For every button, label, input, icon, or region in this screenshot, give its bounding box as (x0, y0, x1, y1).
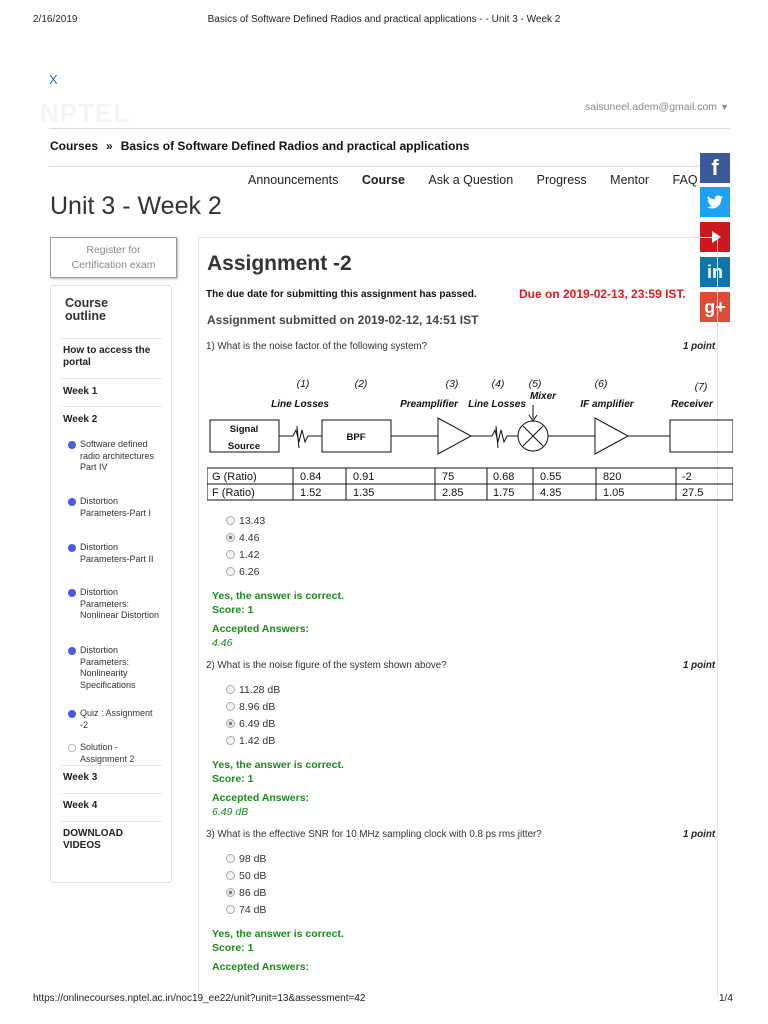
stage-number: (7) (694, 381, 708, 393)
stage-number: (1) (296, 378, 310, 390)
due-date: Due on 2019-02-13, 23:59 IST. (519, 287, 686, 301)
status-dot-icon (68, 744, 76, 752)
question-score: Score: 1 (212, 942, 254, 954)
answer-feedback: Yes, the answer is correct. (212, 759, 344, 771)
question-score: Score: 1 (212, 773, 254, 785)
question-points: 1 point (683, 341, 716, 352)
table-cell: 1.75 (493, 487, 515, 499)
print-footer (0, 993, 768, 1007)
register-line2: Certification exam (71, 259, 156, 271)
breadcrumb-course[interactable]: Basics of Software Defined Radios and practical applications (120, 139, 470, 153)
twitter-icon[interactable] (700, 187, 730, 217)
google-plus-icon[interactable]: g+ (700, 292, 730, 322)
answer-option[interactable]: 6.26 (226, 566, 259, 578)
answer-option[interactable]: 8.96 dB (226, 701, 275, 713)
radio-button[interactable] (226, 905, 235, 914)
divider (49, 128, 731, 129)
sidebar-title: Course outline (65, 296, 109, 323)
radio-button[interactable] (226, 685, 235, 694)
answer-option[interactable]: 74 dB (226, 904, 266, 916)
answer-option[interactable]: 86 dB (226, 887, 266, 899)
breadcrumb-separator: » (106, 139, 113, 153)
answer-feedback: Yes, the answer is correct. (212, 590, 344, 602)
submission-status: Assignment submitted on 2019-02-12, 14:51 IST (207, 313, 479, 327)
accepted-answer: 4.46 (212, 637, 233, 649)
table-cell: 0.91 (353, 471, 375, 483)
twitter-bird-icon (700, 187, 730, 217)
answer-option[interactable]: 1.42 (226, 549, 259, 561)
divider (61, 765, 162, 766)
stage-number: (3) (445, 378, 459, 390)
sidebar-subitem[interactable]: Distortion Parameters-Part I (68, 496, 160, 519)
question-points: 1 point (683, 660, 716, 671)
stage-number: (5) (528, 378, 542, 390)
course-nav (248, 173, 718, 187)
radio-button-selected[interactable] (226, 719, 235, 728)
divider (61, 378, 162, 379)
status-dot-icon (68, 647, 76, 655)
accepted-answers-label: Accepted Answers: (212, 961, 310, 973)
status-dot-icon (68, 710, 76, 718)
table-cell: 0.68 (493, 471, 515, 483)
answer-option[interactable]: 6.49 dB (226, 718, 275, 730)
nav-ask-question[interactable]: Ask a Question (428, 173, 514, 187)
sidebar-subitem[interactable]: Solution - Assignment 2 (68, 742, 160, 765)
register-certification-button[interactable] (50, 237, 177, 278)
print-title: Basics of Software Defined Radios and practical applications - - Unit 3 - Week 2 (207, 14, 561, 25)
table-cell: 27.5 (682, 487, 704, 499)
accepted-answer: 6.49 dB (212, 806, 249, 818)
answer-option[interactable]: 11.28 dB (226, 684, 280, 696)
breadcrumb (50, 139, 469, 153)
table-cell: 75 (442, 471, 455, 483)
stage-label: Receiver (671, 399, 713, 410)
stage-label: IF amplifier (580, 399, 634, 410)
stage-label: Line Losses (468, 399, 526, 410)
breadcrumb-courses[interactable]: Courses (50, 139, 99, 153)
table-cell: 0.84 (300, 471, 322, 483)
question-text: 3) What is the effective SNR for 10 MHz sampling clock with 0.8 ps rms jitter? (206, 829, 542, 840)
table-cell: 2.85 (442, 487, 464, 499)
accepted-answers-label: Accepted Answers: (212, 792, 310, 804)
sidebar-item-download-videos[interactable]: DOWNLOAD VIDEOS (63, 828, 123, 851)
sidebar-subitem[interactable]: Quiz : Assignment -2 (68, 708, 160, 731)
signal-source-label: Signal (229, 424, 259, 435)
divider (61, 406, 162, 407)
status-dot-icon (68, 441, 76, 449)
answer-option[interactable]: 13.43 (226, 515, 265, 527)
status-dot-icon (68, 498, 76, 506)
bpf-label: BPF (346, 432, 366, 443)
nav-faq[interactable]: FAQ (672, 173, 698, 187)
radio-button[interactable] (226, 736, 235, 745)
sidebar-item-week1[interactable]: Week 1 (63, 386, 98, 397)
radio-button[interactable] (226, 702, 235, 711)
stage-label: Mixer (529, 391, 557, 402)
sidebar-item-week2[interactable]: Week 2 (63, 414, 98, 425)
radio-button-selected[interactable] (226, 888, 235, 897)
signal-source-label: Source (227, 441, 261, 452)
chevron-down-icon: ▼ (720, 102, 729, 112)
status-dot-icon (68, 544, 76, 552)
table-cell: -2 (682, 471, 692, 483)
answer-feedback: Yes, the answer is correct. (212, 928, 344, 940)
sidebar-item-week3[interactable]: Week 3 (63, 772, 98, 783)
divider (61, 821, 162, 822)
divider (61, 793, 162, 794)
nav-progress[interactable]: Progress (536, 173, 587, 187)
table-cell: 820 (603, 471, 622, 483)
nav-mentor[interactable]: Mentor (610, 173, 650, 187)
sidebar-subitem[interactable]: Distortion Parameters-Part II (68, 542, 160, 565)
table-cell: 4.35 (540, 487, 562, 499)
stage-number: (6) (594, 378, 608, 390)
radio-button[interactable] (226, 550, 235, 559)
close-icon[interactable]: X (49, 72, 58, 87)
assignment-title: Assignment -2 (207, 252, 352, 275)
stage-label: Line Losses (271, 399, 329, 410)
radio-button[interactable] (226, 567, 235, 576)
facebook-icon[interactable]: f (700, 153, 730, 183)
linkedin-icon[interactable]: in (700, 257, 730, 287)
sidebar-item-how-to-access[interactable]: How to access the portal (63, 345, 151, 368)
nav-announcements[interactable]: Announcements (248, 173, 339, 187)
answer-option[interactable]: 4.46 (226, 532, 259, 544)
radio-button[interactable] (226, 854, 235, 863)
radio-button[interactable] (226, 516, 235, 525)
table-row-label: F (Ratio) (212, 487, 255, 499)
question-points: 1 point (683, 829, 716, 840)
radio-button[interactable] (226, 871, 235, 880)
question-score: Score: 1 (212, 604, 254, 616)
sidebar-subitem[interactable]: Software defined radio architectures Part IV (68, 439, 160, 474)
due-passed-notice: The due date for submitting this assignment has passed. (206, 289, 477, 300)
divider (49, 166, 731, 167)
stage-number: (2) (354, 378, 368, 390)
sidebar-item-week4[interactable]: Week 4 (63, 800, 98, 811)
print-url: https://onlinecourses.nptel.ac.in/noc19_ee22/unit?unit=13&assessment=42 (33, 993, 366, 1004)
user-menu[interactable] (585, 101, 729, 113)
table-cell: 1.52 (300, 487, 322, 499)
table-cell: 1.35 (353, 487, 375, 499)
status-dot-icon (68, 589, 76, 597)
nptel-logo: NPTEL (40, 98, 131, 128)
stage-number: (4) (491, 378, 505, 390)
answer-option[interactable]: 1.42 dB (226, 735, 275, 747)
accepted-answers-label: Accepted Answers: (212, 623, 310, 635)
question-text: 2) What is the noise figure of the system shown above? (206, 660, 447, 671)
register-line1: Register for (86, 244, 141, 256)
sidebar-subitem[interactable]: Distortion Parameters: Nonlinear Distortion (68, 587, 160, 622)
course-outline-sidebar (50, 285, 172, 883)
page-title: Unit 3 - Week 2 (50, 192, 222, 220)
question-text: 1) What is the noise factor of the following system? (206, 341, 428, 352)
page-number: 1/4 (719, 993, 733, 1004)
answer-option[interactable]: 50 dB (226, 870, 266, 882)
answer-option[interactable]: 98 dB (226, 853, 266, 865)
table-cell: 1.05 (603, 487, 625, 499)
divider (61, 338, 162, 339)
sidebar-subitem[interactable]: Distortion Parameters: Nonlinearity Specifications (68, 645, 160, 691)
system-block-diagram (207, 372, 733, 504)
table-cell: 0.55 (540, 471, 562, 483)
stage-label: Preamplifier (400, 399, 458, 410)
table-row-label: G (Ratio) (212, 471, 257, 483)
nav-course[interactable]: Course (361, 173, 405, 187)
print-header (0, 14, 768, 28)
radio-button-selected[interactable] (226, 533, 235, 542)
print-date: 2/16/2019 (33, 14, 78, 25)
user-email: saisuneel.adem@gmail.com (585, 101, 718, 113)
